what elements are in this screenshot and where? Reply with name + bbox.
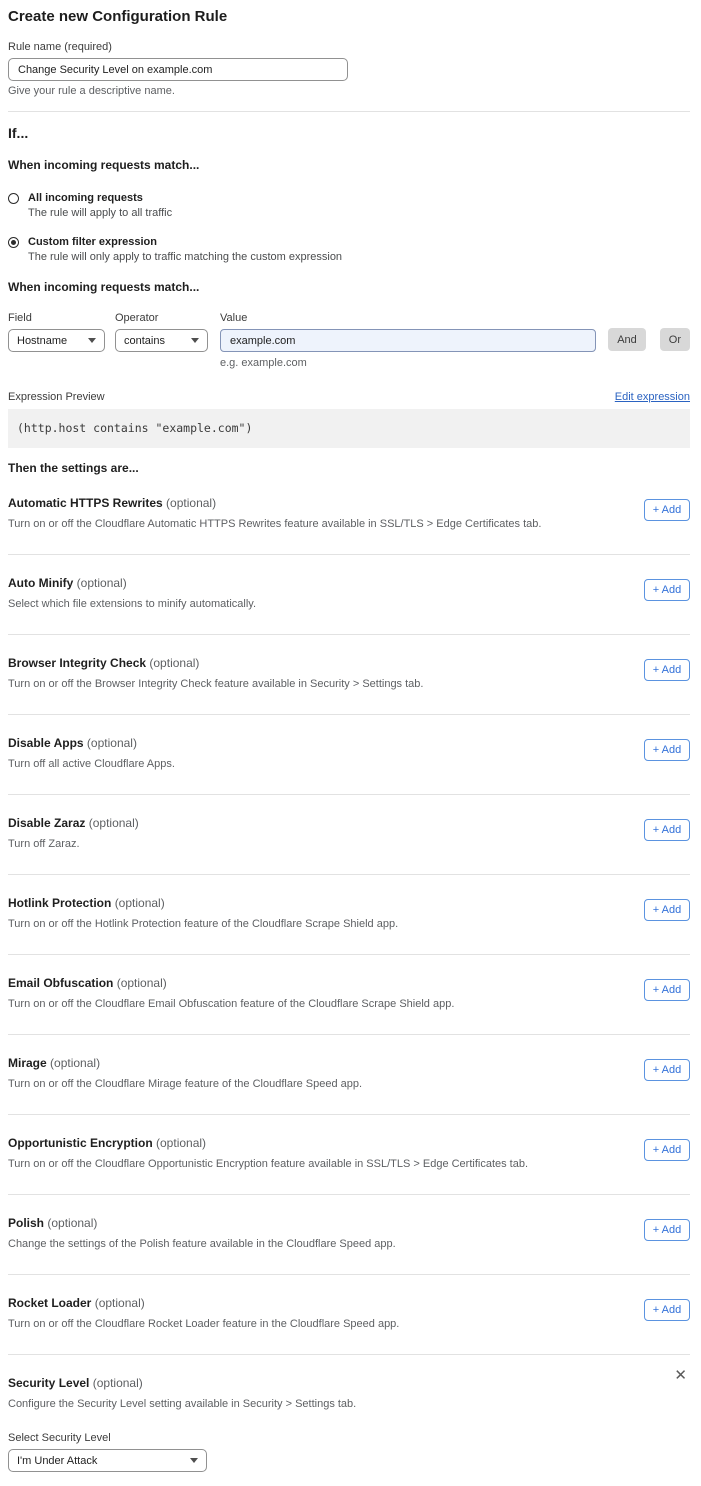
add-button[interactable]: + Add bbox=[644, 979, 690, 1001]
radio-option-custom-filter-expression[interactable] bbox=[8, 236, 690, 263]
setting-description: Change the settings of the Polish feature available in the Cloudflare Speed app. bbox=[8, 1238, 396, 1250]
setting-name: Rocket Loader bbox=[8, 1296, 92, 1310]
add-button[interactable]: + Add bbox=[644, 659, 690, 681]
setting-name: Polish bbox=[8, 1216, 45, 1230]
or-button[interactable]: Or bbox=[660, 328, 690, 351]
value-hint: e.g. example.com bbox=[220, 357, 307, 369]
expression-builder-heading: When incoming requests match... bbox=[8, 280, 200, 294]
operator-select-value: contains bbox=[124, 334, 165, 347]
add-button[interactable]: + Add bbox=[644, 899, 690, 921]
setting-name: Disable Zaraz bbox=[8, 816, 86, 830]
expression-preview-code: (http.host contains "example.com") bbox=[8, 409, 690, 448]
add-button[interactable]: + Add bbox=[644, 1299, 690, 1321]
setting-name: Email Obfuscation bbox=[8, 976, 114, 990]
setting-optional-tag: (optional) bbox=[116, 976, 167, 990]
setting-description: Select which file extensions to minify automatically. bbox=[8, 598, 257, 610]
setting-optional-tag: (optional) bbox=[92, 1376, 143, 1390]
add-button[interactable]: + Add bbox=[644, 1219, 690, 1241]
setting-optional-tag: (optional) bbox=[156, 1136, 207, 1150]
setting-description: Turn on or off the Cloudflare Rocket Loader feature in the Cloudflare Speed app. bbox=[8, 1318, 400, 1330]
chevron-down-icon bbox=[191, 338, 199, 343]
expression-builder-row bbox=[8, 312, 690, 369]
chevron-down-icon bbox=[88, 338, 96, 343]
setting-row-mirage bbox=[8, 1035, 690, 1115]
setting-name: Disable Apps bbox=[8, 736, 84, 750]
then-settings-heading: Then the settings are... bbox=[8, 461, 139, 475]
expression-preview-header bbox=[8, 391, 690, 403]
radio-selected-icon[interactable] bbox=[8, 237, 19, 248]
setting-description: Turn off all active Cloudflare Apps. bbox=[8, 758, 175, 770]
setting-description: Turn on or off the Hotlink Protection feature of the Cloudflare Scrape Shield app. bbox=[8, 918, 399, 930]
setting-row-opportunistic-encryption bbox=[8, 1115, 690, 1195]
setting-name: Auto Minify bbox=[8, 576, 74, 590]
setting-optional-tag: (optional) bbox=[47, 1216, 98, 1230]
setting-optional-tag: (optional) bbox=[86, 736, 137, 750]
incoming-requests-match-heading: When incoming requests match... bbox=[8, 158, 200, 172]
radio-option-all-incoming-requests[interactable] bbox=[8, 192, 690, 219]
setting-optional-tag: (optional) bbox=[149, 656, 200, 670]
field-select[interactable] bbox=[8, 329, 105, 352]
setting-row-disable-apps bbox=[8, 715, 690, 795]
setting-row-browser-integrity-check bbox=[8, 635, 690, 715]
edit-expression-link[interactable]: Edit expression bbox=[614, 391, 690, 403]
setting-row-polish bbox=[8, 1195, 690, 1275]
setting-name: Hotlink Protection bbox=[8, 896, 112, 910]
setting-optional-tag: (optional) bbox=[166, 496, 217, 510]
value-input[interactable] bbox=[220, 329, 596, 352]
setting-name: Automatic HTTPS Rewrites bbox=[8, 496, 163, 510]
setting-optional-tag: (optional) bbox=[114, 896, 165, 910]
radio-option-label: All incoming requests bbox=[28, 192, 143, 204]
setting-optional-tag: (optional) bbox=[88, 816, 139, 830]
radio-option-description: The rule will only apply to traffic matching the custom expression bbox=[28, 251, 343, 263]
setting-row-auto-minify bbox=[8, 555, 690, 635]
add-button[interactable]: + Add bbox=[644, 1059, 690, 1081]
rule-name-label: Rule name (required) bbox=[8, 41, 112, 53]
setting-description: Turn on or off the Cloudflare Mirage feature of the Cloudflare Speed app. bbox=[8, 1078, 363, 1090]
setting-description: Configure the Security Level setting available in Security > Settings tab. bbox=[8, 1398, 357, 1410]
rule-name-help: Give your rule a descriptive name. bbox=[8, 85, 175, 97]
setting-name: Mirage bbox=[8, 1056, 47, 1070]
setting-description: Turn on or off the Cloudflare Opportunistic Encryption feature available in SSL/TLS > Edge Certificates tab. bbox=[8, 1158, 529, 1170]
value-label: Value bbox=[220, 312, 248, 324]
rule-name-group bbox=[8, 41, 690, 97]
setting-optional-tag: (optional) bbox=[50, 1056, 101, 1070]
rule-name-input[interactable] bbox=[8, 58, 348, 81]
add-button[interactable]: + Add bbox=[644, 819, 690, 841]
add-button[interactable]: + Add bbox=[644, 579, 690, 601]
security-level-select[interactable] bbox=[8, 1449, 207, 1472]
section-divider bbox=[8, 111, 690, 112]
add-button[interactable]: + Add bbox=[644, 739, 690, 761]
radio-option-label: Custom filter expression bbox=[28, 236, 157, 248]
setting-description: Turn on or off the Browser Integrity Check feature available in Security > Settings tab. bbox=[8, 678, 424, 690]
setting-name: Security Level bbox=[8, 1376, 90, 1390]
setting-optional-tag: (optional) bbox=[76, 576, 127, 590]
operator-select[interactable] bbox=[115, 329, 208, 352]
add-button[interactable]: + Add bbox=[644, 1139, 690, 1161]
setting-row-rocket-loader bbox=[8, 1275, 690, 1355]
add-button[interactable]: + Add bbox=[644, 499, 690, 521]
close-icon[interactable]: ✕ bbox=[674, 1366, 687, 1384]
page-title: Create new Configuration Rule bbox=[8, 8, 228, 25]
setting-row-automatic-https-rewrites bbox=[8, 475, 690, 555]
radio-option-description: The rule will apply to all traffic bbox=[28, 207, 173, 219]
setting-row-email-obfuscation bbox=[8, 955, 690, 1035]
field-label: Field bbox=[8, 312, 32, 324]
operator-label: Operator bbox=[115, 312, 159, 324]
setting-row-disable-zaraz bbox=[8, 795, 690, 875]
setting-description: Turn on or off the Cloudflare Automatic HTTPS Rewrites feature available in SSL/TLS > Edge Certificates tab. bbox=[8, 518, 542, 530]
setting-row-hotlink-protection bbox=[8, 875, 690, 955]
setting-description: Turn on or off the Cloudflare Email Obfuscation feature of the Cloudflare Scrape Shield app. bbox=[8, 998, 455, 1010]
setting-section-security-level bbox=[8, 1355, 690, 1486]
security-level-select-label: Select Security Level bbox=[8, 1432, 111, 1444]
radio-unselected-icon[interactable] bbox=[8, 193, 19, 204]
if-heading: If... bbox=[8, 125, 29, 141]
field-select-value: Hostname bbox=[17, 334, 68, 347]
security-level-select-value: I'm Under Attack bbox=[17, 1454, 98, 1467]
setting-description: Turn off Zaraz. bbox=[8, 838, 80, 850]
expression-preview-label: Expression Preview bbox=[8, 391, 105, 403]
and-button[interactable]: And bbox=[608, 328, 646, 351]
chevron-down-icon bbox=[190, 1458, 198, 1463]
setting-name: Opportunistic Encryption bbox=[8, 1136, 153, 1150]
setting-name: Browser Integrity Check bbox=[8, 656, 147, 670]
setting-optional-tag: (optional) bbox=[94, 1296, 145, 1310]
